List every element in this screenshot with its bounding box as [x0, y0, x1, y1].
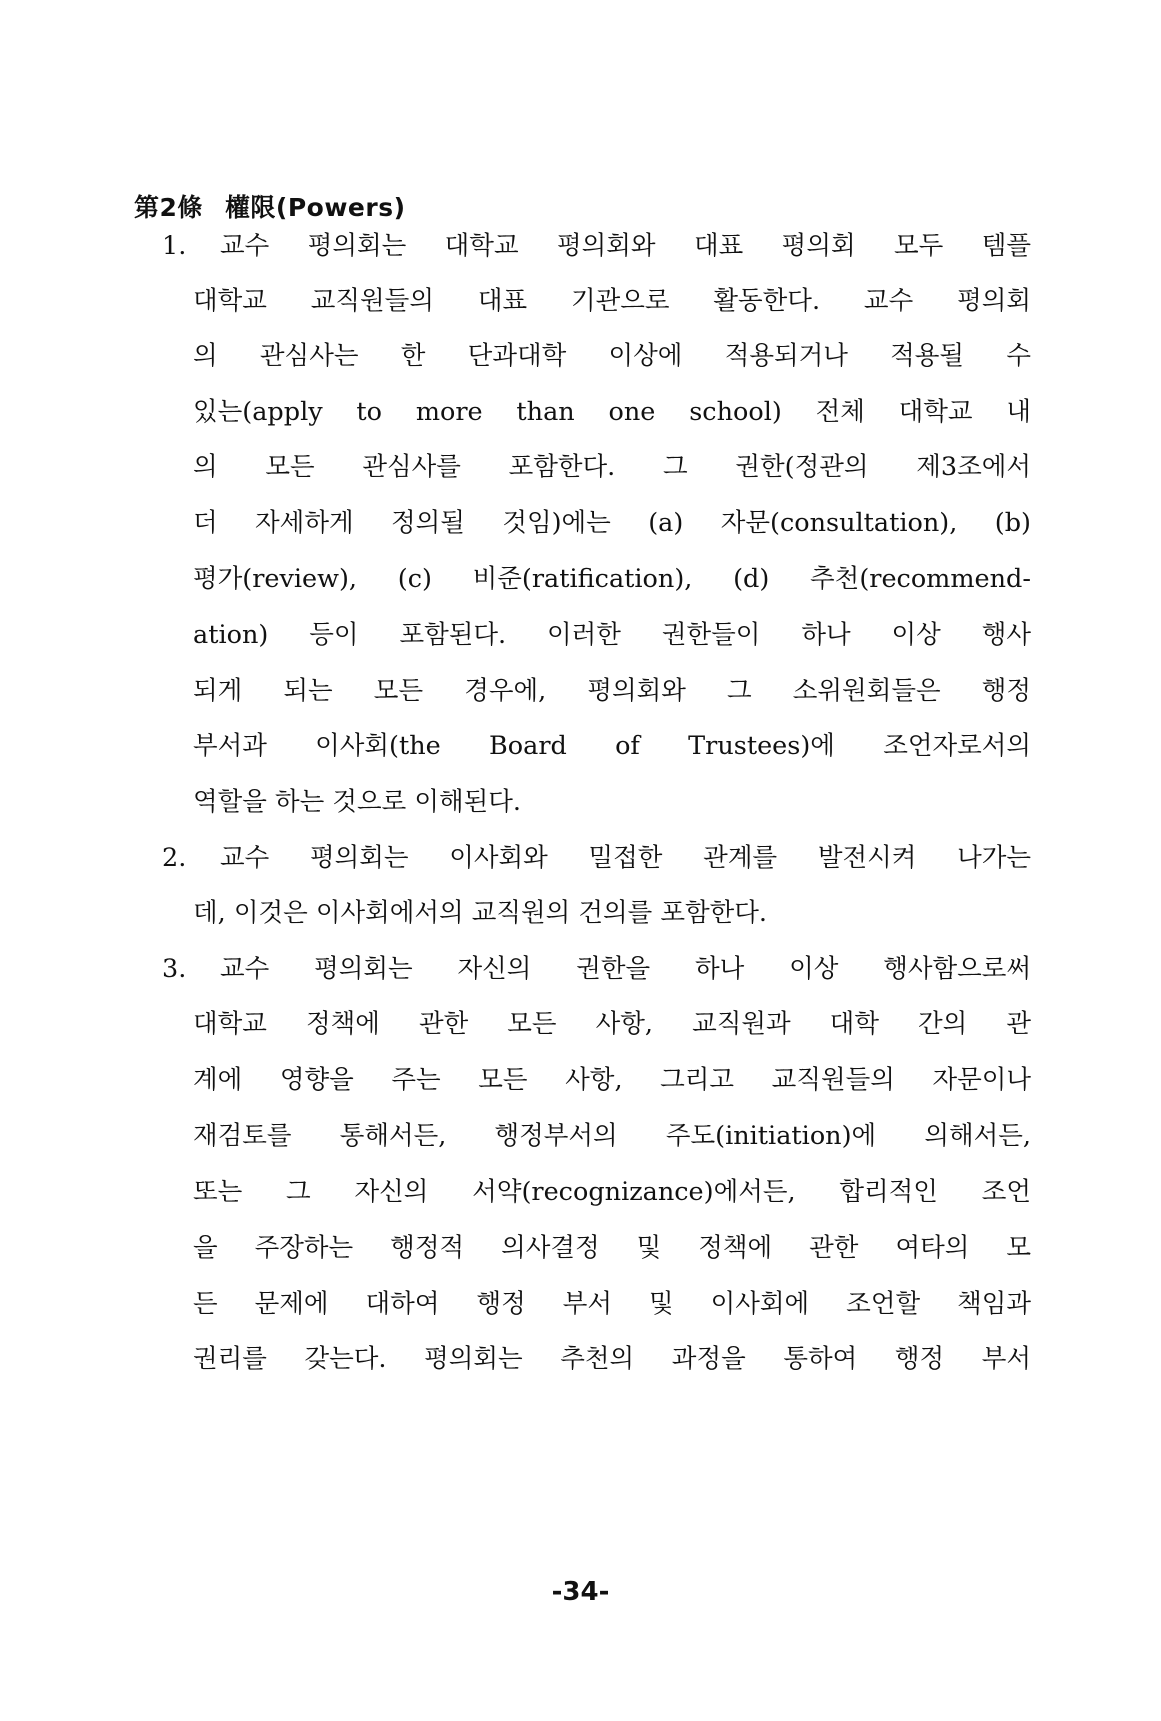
item-1-line-4: 있는(apply to more than one school) 전체 대학교 내	[193, 397, 1031, 427]
item-2-line-2: 데, 이것은 이사회에서의 교직원의 건의를 포함한다.	[193, 898, 768, 928]
article-number: 第2條	[134, 193, 203, 222]
item-1-line-6: 더 자세하게 정의될 것임)에는 (a) 자문(consultation), (b)	[193, 508, 1031, 538]
item-3-line-5: 또는 그 자신의 서약(recognizance)에서든, 합리적인 조언	[193, 1177, 1031, 1207]
item-1-line-3: 의 관심사는 한 단과대학 이상에 적용되거나 적용될 수	[193, 341, 1031, 371]
item-1-line-5: 의 모든 관심사를 포함한다. 그 권한(정관의 제3조에서	[193, 452, 1031, 482]
article-heading	[134, 188, 406, 224]
item-3-line-1: 교수 평의회는 자신의 권한을 하나 이상 행사함으로써	[220, 954, 1031, 984]
item-3-line-6: 을 주장하는 행정적 의사결정 및 정책에 관한 여타의 모	[193, 1233, 1031, 1263]
item-1-line-1: 교수 평의회는 대학교 평의회와 대표 평의회 모두 템플	[220, 231, 1031, 261]
item-1-line-7: 평가(review), (c) 비준(ratification), (d) 추천(recommend-	[193, 564, 1031, 594]
item-1-line-2: 대학교 교직원들의 대표 기관으로 활동한다. 교수 평의회	[193, 286, 1031, 316]
article-title: 權限(Powers)	[224, 193, 406, 222]
page-number: -34-	[551, 1577, 610, 1607]
item-3-line-2: 대학교 정책에 관한 모든 사항, 교직원과 대학 간의 관	[193, 1009, 1031, 1039]
item-1-line-8: ation) 등이 포함된다. 이러한 권한들이 하나 이상 행사	[193, 620, 1031, 650]
item-2-line-1: 교수 평의회는 이사회와 밀접한 관계를 발전시켜 나가는	[220, 843, 1031, 873]
item-1-line-10: 부서과 이사회(the Board of Trustees)에 조언자로서의	[193, 731, 1031, 761]
item-3-line-7: 든 문제에 대하여 행정 부서 및 이사회에 조언할 책임과	[193, 1289, 1031, 1319]
item-1-line-11: 역할을 하는 것으로 이해된다.	[193, 787, 522, 817]
item-3-line-3: 계에 영향을 주는 모든 사항, 그리고 교직원들의 자문이나	[193, 1065, 1031, 1095]
item-1-number: 1.	[162, 231, 187, 261]
item-1-line-9: 되게 되는 모든 경우에, 평의회와 그 소위원회들은 행정	[193, 676, 1031, 706]
item-3-number: 3.	[162, 954, 187, 984]
item-3-line-8: 권리를 갖는다. 평의회는 추천의 과정을 통하여 행정 부서	[193, 1344, 1031, 1374]
item-2-number: 2.	[162, 843, 187, 873]
item-3-line-4: 재검토를 통해서든, 행정부서의 주도(initiation)에 의해서든,	[193, 1121, 1031, 1151]
